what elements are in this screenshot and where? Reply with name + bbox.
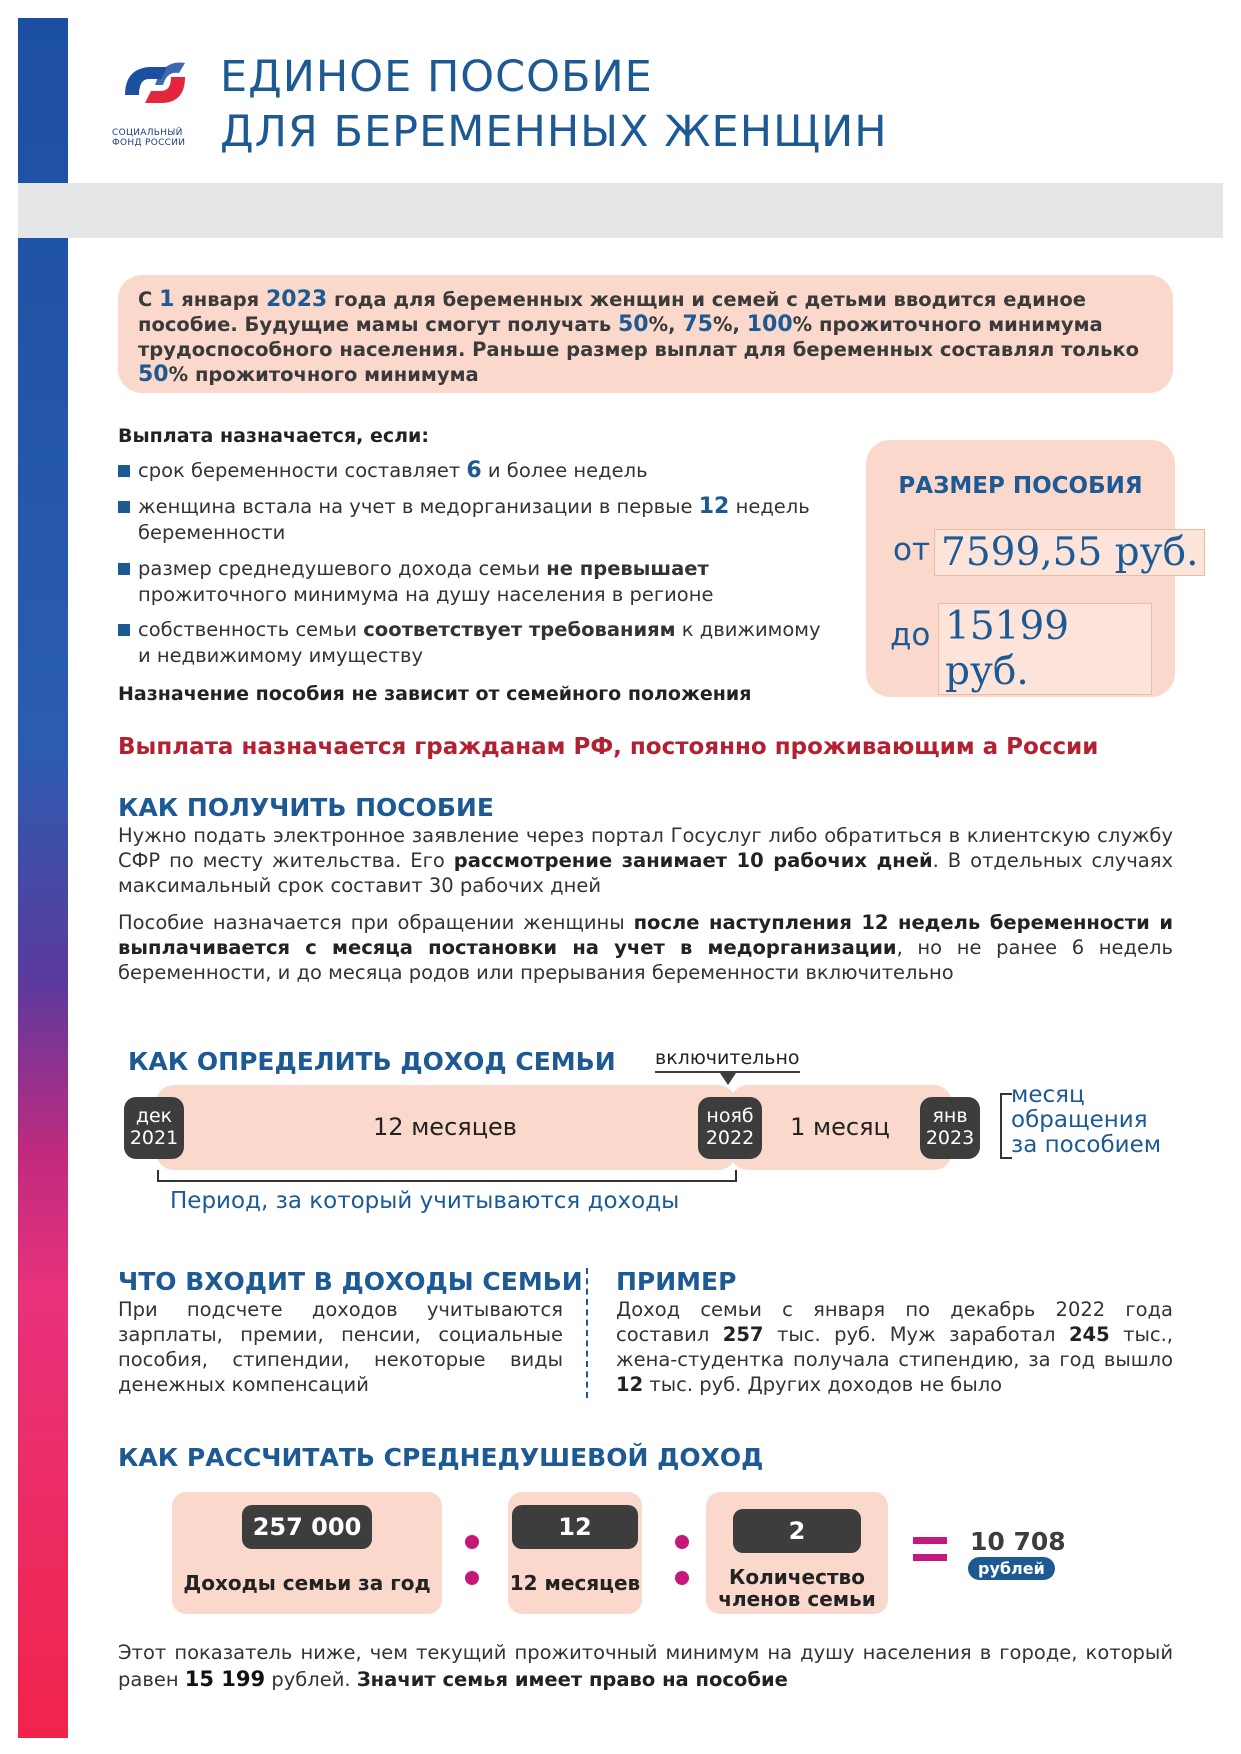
calc-label-members [706,1566,888,1610]
bullet-square-icon [118,563,130,575]
sfr-logo-icon [115,55,193,115]
intro-seg: % прожиточного минимума [168,363,479,386]
example-num: 12 [616,1373,644,1396]
para-text: Нужно подать электронное заявление через портал Госуслуг либо обратиться в клиентскую службу СФР по месту жительства. Его [118,824,1173,872]
calc-value-months: 12 [512,1505,638,1549]
timeline-month: дек [135,1105,173,1127]
timeline-start-badge [124,1097,184,1159]
condition-text: размер среднедушевого дохода семьи [138,557,547,580]
timeline-end-badge [920,1097,980,1159]
intro-num: 2023 [265,287,328,312]
para-bold: после наступления 12 недель беременности и выплачивается с месяца постановки на учет в медорганизации [118,911,1173,959]
condition-text: к движимому и недвижимому имуществу [138,618,821,667]
citizens-note: Выплата назначается гражданам РФ, постоянно проживающим а России [118,734,1099,760]
para-bold: рассмотрение занимает 10 рабочих дней [453,849,933,872]
example-text [616,1297,1173,1397]
divide-icon [675,1535,689,1607]
side-gradient-bar [18,18,68,1738]
calc-heading: КАК РАССЧИТАТЬ СРЕДНЕДУШЕВОЙ ДОХОД [118,1443,764,1472]
condition-bold: не превышает [546,557,709,580]
condition-item [118,617,838,669]
condition-text: собственность семьи [138,618,364,641]
condition-num: 6 [466,458,482,483]
condition-item [118,494,838,546]
calc-label-months: 12 месяцев [509,1571,641,1595]
column-divider [586,1268,588,1398]
calc-result: 10 708 [970,1527,1066,1556]
label-line: Количество [729,1565,865,1589]
example-heading: ПРИМЕР [616,1267,737,1296]
condition-num: 12 [698,494,730,519]
calc-value-members: 2 [733,1509,861,1553]
conclusion-num: 15 199 [184,1667,266,1691]
timeline-month: янв [932,1105,968,1127]
how-to-get-heading: КАК ПОЛУЧИТЬ ПОСОБИЕ [118,793,494,822]
logo-text: СОЦИАЛЬНЫЙ ФОНД РОССИИ [112,128,186,148]
label-line: членов семьи [718,1587,876,1611]
note-line: обращения [1011,1107,1148,1133]
benefit-to-value: 15199 руб. [938,603,1152,695]
equals-icon [913,1537,947,1571]
title-line-2: ДЛЯ БЕРЕМЕННЫХ ЖЕНЩИН [220,107,888,157]
benefit-to-label: до [890,617,931,653]
marital-status-note: Назначение пособия не зависит от семейного положения [118,683,752,705]
intro-seg: %, [712,313,747,336]
conditions-heading: Выплата назначается, если: [118,425,429,447]
intro-seg: %, [648,313,683,336]
condition-text: женщина встала на учет в медорганизации в первые [138,495,699,518]
intro-seg: года для беременных женщин и семей с детьми вводится единое пособие. Будущие мамы смогут получать [138,288,1086,336]
intro-num: 50 [138,362,169,387]
example-seg: тыс. руб. Муж заработал [763,1323,1069,1346]
condition-text: и более недель [481,459,648,482]
title-line-1: ЕДИНОЕ ПОСОБИЕ [220,52,653,102]
para-text: . В отдельных случаях максимальный срок составит 30 рабочих дней [118,849,1173,897]
condition-bold: соответствует требованиям [363,618,676,641]
example-num: 257 [722,1323,764,1346]
how-to-get-paragraph-2 [118,910,1173,985]
income-heading: ЧТО ВХОДИТ В ДОХОДЫ СЕМЬИ [118,1267,583,1296]
intro-seg: января [174,288,266,311]
note-line: месяц [1011,1082,1085,1108]
bullet-square-icon [118,465,130,477]
intro-seg: С [138,288,160,311]
bullet-square-icon [118,501,130,513]
condition-item [118,458,838,484]
page-title [220,50,888,160]
timeline-gap-label: 1 месяц [790,1113,890,1141]
divide-icon [465,1535,479,1607]
condition-text: срок беременности составляет [138,459,467,482]
inclusive-label: включительно [655,1047,800,1073]
intro-seg: % прожиточного минимума трудоспособного населения. Раньше размер выплат для беременных составлял только [138,313,1140,361]
example-num: 245 [1068,1323,1110,1346]
timeline-period-label: 12 месяцев [373,1113,517,1141]
timeline-year: 2022 [705,1127,755,1149]
timeline-year: 2021 [129,1127,179,1149]
example-seg: Доход семьи с января по декабрь 2022 года составил [616,1298,1173,1346]
condition-item [118,556,838,608]
timeline-year: 2023 [925,1127,975,1149]
inclusive-arrow-icon [720,1073,736,1085]
calc-value-income: 257 000 [242,1505,372,1549]
how-to-get-paragraph-1 [118,823,1173,898]
conclusion-text [118,1640,1173,1693]
family-income-heading: КАК ОПРЕДЕЛИТЬ ДОХОД СЕМЬИ [128,1047,616,1076]
intro-num: 1 [159,287,175,312]
application-month-note [1011,1083,1161,1158]
para-text: , но не ранее 6 недель беременности, и до месяца родов или прерывания беременности включительно [118,936,1173,984]
conclusion-seg: рублей. [265,1668,357,1691]
benefit-from-value: 7599,55 руб. [934,529,1205,576]
conclusion-seg: Этот показатель ниже, чем текущий прожиточный минимум на душу населения в городе, который равен [118,1641,1173,1691]
example-seg: тыс. руб. Других доходов не было [643,1373,1003,1396]
header-band [18,183,1223,238]
calc-label-income: Доходы семьи за год [183,1571,431,1595]
conclusion-bold: Значит семья имеет право на пособие [356,1668,788,1691]
bullet-square-icon [118,624,130,636]
condition-text: недель беременности [138,495,810,544]
timeline-mid-badge [698,1097,762,1159]
period-bracket [157,1170,737,1182]
note-line: за пособием [1011,1132,1162,1158]
benefit-size-title: РАЗМЕР ПОСОБИЯ [898,473,1143,499]
intro-num: 50 [617,312,649,337]
intro-num: 75 [682,312,713,337]
income-text: При подсчете доходов учитываются зарплаты, премии, пенсии, социальные пособия, стипендии, некоторые виды денежных компенсаций [118,1298,563,1396]
calc-result-unit: рублей [968,1557,1055,1580]
period-caption: Период, за который учитываются доходы [170,1188,680,1214]
benefit-from-label: от [893,532,931,568]
example-seg: тыс., жена-студентка получала стипендию, за год вышло [616,1323,1173,1371]
condition-text: прожиточного минимума на душу населения в регионе [138,583,714,606]
intro-num: 100 [746,312,793,337]
para-text: Пособие назначается при обращении женщины [118,911,634,934]
intro-text [138,287,1168,387]
timeline-month: нояб [706,1105,754,1127]
